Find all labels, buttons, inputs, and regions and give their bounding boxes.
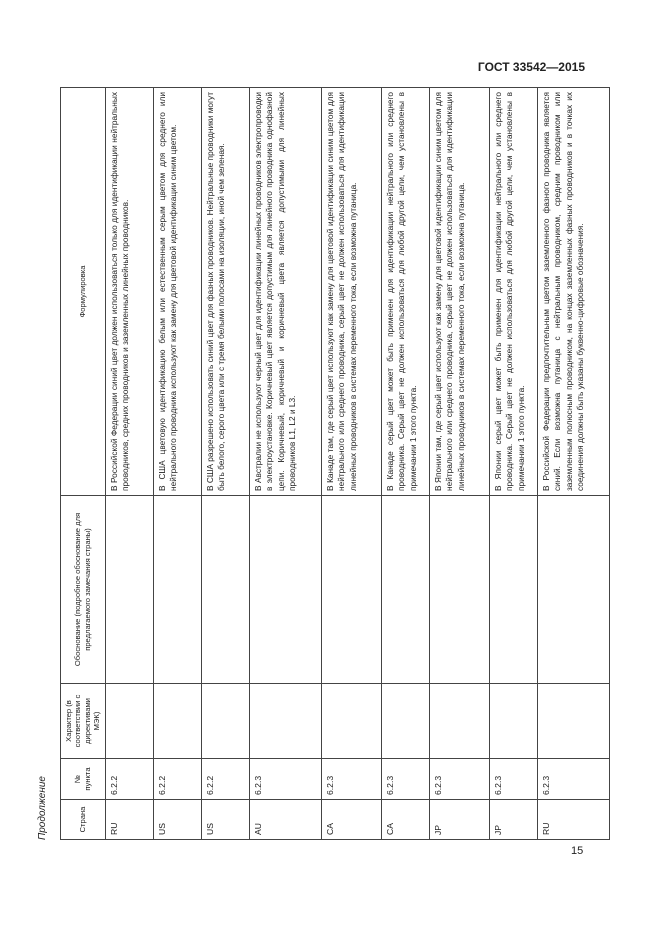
cell-justification: [381, 496, 429, 684]
landscape-content: [37, 88, 585, 840]
cell-clause: 6.2.2: [153, 759, 201, 800]
cell-country: JP: [489, 800, 537, 840]
page-number: 15: [571, 845, 584, 857]
cell-justification: [537, 496, 609, 684]
cell-clause: 6.2.3: [249, 759, 321, 800]
cell-country: US: [201, 800, 249, 840]
cell-type: [489, 684, 537, 759]
table-row: [321, 88, 381, 840]
cell-wording: В Российской Федерации предпочтительным цветом заземленного фазного проводника является синий. Если возможна путаница с нейтральным проводником, средним проводником или заземленным полюсным проводником, на концах заземленных фазных проводников и в точках их соединения должны быть указаны буквенно-цифровые обозначения.: [537, 88, 609, 496]
cell-justification: [429, 496, 489, 684]
cell-type: [153, 684, 201, 759]
cell-country: US: [153, 800, 201, 840]
column-header-country: Страна: [61, 800, 106, 840]
rotated-page-content: [37, 88, 585, 840]
cell-clause: 6.2.3: [321, 759, 381, 800]
table-row: [381, 88, 429, 840]
cell-country: RU: [537, 800, 609, 840]
cell-justification: [321, 496, 381, 684]
cell-type: [537, 684, 609, 759]
cell-type: [249, 684, 321, 759]
column-header-clause: № пункта: [61, 759, 106, 800]
cell-wording: В США разрешено использовать синий цвет для фазных проводников. Нейтральные проводники могут быть белого, серого цвета или с тремя белыми полосами на изоляции, иной чем зеленая.: [201, 88, 249, 496]
table-row: [201, 88, 249, 840]
cell-wording: В Канаде там, где серый цвет используют как замену для цветовой идентификации синим цветом для нейтрального или среднего проводника, серый цвет не должен использоваться для идентификации линейных проводников в системах переменного тока, если возможна путаница.: [321, 88, 381, 496]
cell-country: JP: [429, 800, 489, 840]
cell-country: CA: [381, 800, 429, 840]
cell-clause: 6.2.2: [105, 759, 153, 800]
cell-wording: В Российской Федерации синий цвет должен использоваться только для идентификации нейтральных проводников, средних проводников и заземленных линейных проводников.: [105, 88, 153, 496]
table-row: [489, 88, 537, 840]
table-row: [429, 88, 489, 840]
cell-wording: В Японии там, где серый цвет используют как замену для цветовой идентификации синим цветом для нейтрального или среднего проводника, серый цвет не должен использоваться для идентификации линейных проводников в системах переменного тока, если возможна путаница.: [429, 88, 489, 496]
cell-type: [429, 684, 489, 759]
cell-justification: [249, 496, 321, 684]
table-row: [153, 88, 201, 840]
cell-justification: [105, 496, 153, 684]
cell-justification: [153, 496, 201, 684]
cell-clause: 6.2.3: [381, 759, 429, 800]
table-header-row: [61, 88, 106, 840]
column-header-type: Характер (в соответствии с директивами МЭК): [61, 684, 106, 759]
table-row: [537, 88, 609, 840]
table-caption: Продолжение: [37, 776, 48, 840]
cell-clause: 6.2.3: [489, 759, 537, 800]
cell-clause: 6.2.2: [201, 759, 249, 800]
column-header-justification: Обоснование (подробное обоснование для предлагаемого замечания страны): [61, 496, 106, 684]
comments-table: [60, 87, 610, 840]
column-header-wording: Формулировка: [61, 88, 106, 496]
cell-justification: [489, 496, 537, 684]
document-header: ГОСТ 33542—2015: [477, 60, 585, 74]
cell-type: [321, 684, 381, 759]
cell-wording: В США цветовую идентификацию белым или естественным серым цветом для среднего или нейтрального проводника используют как замену для цветовой идентификации синим цветом.: [153, 88, 201, 496]
cell-wording: В Японии серый цвет может быть применен для идентификации нейтрального или среднего проводника. Серый цвет не должен использоваться для любой другой цели, чем установлены в примечании 1 этого пункта.: [489, 88, 537, 496]
cell-country: RU: [105, 800, 153, 840]
cell-wording: В Австралии не используют черный цвет для идентификации линейных проводников электропроводки в электроустановке. Коричневый цвет является допустимым для линейного проводника однофазной цепи. Коричневый, коричневый и коричневый цвета является допустимыми для линейных проводников L1, L2 и L3.: [249, 88, 321, 496]
table-row: [249, 88, 321, 840]
cell-type: [381, 684, 429, 759]
cell-justification: [201, 496, 249, 684]
cell-country: AU: [249, 800, 321, 840]
cell-clause: 6.2.3: [429, 759, 489, 800]
table-row: [105, 88, 153, 840]
cell-wording: В Канаде серый цвет может быть применен для идентификации нейтрального или среднего проводника. Серый цвет не должен использоваться для любой другой цели, чем установлены в примечании 1 этого пункта.: [381, 88, 429, 496]
cell-type: [201, 684, 249, 759]
cell-country: CA: [321, 800, 381, 840]
cell-type: [105, 684, 153, 759]
cell-clause: 6.2.3: [537, 759, 609, 800]
